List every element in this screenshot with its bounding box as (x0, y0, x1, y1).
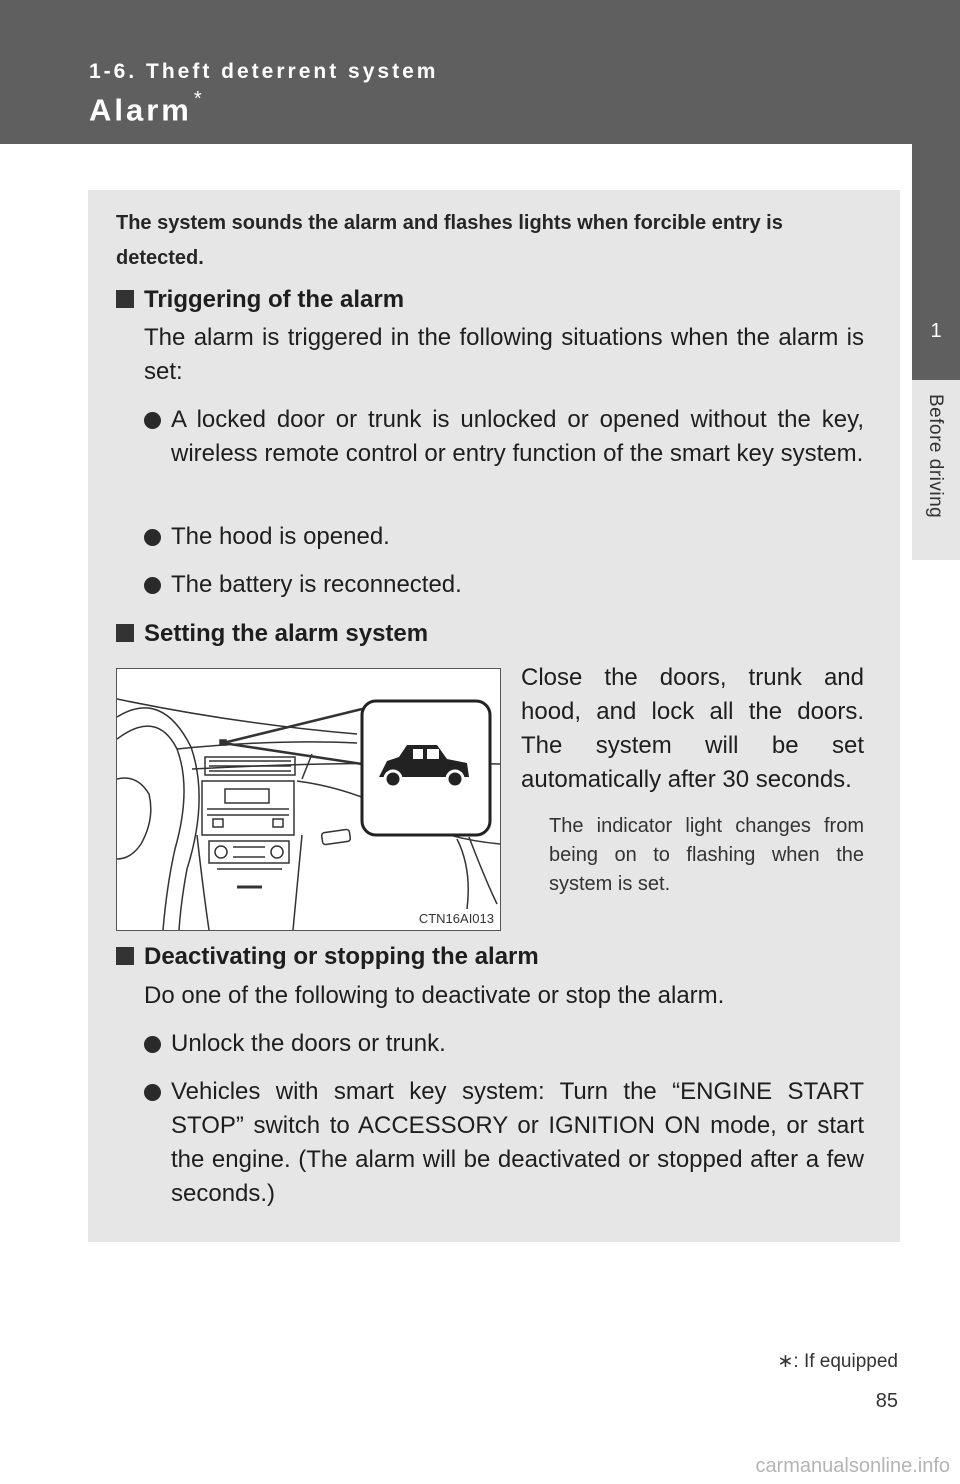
bullet-dot-icon (144, 577, 161, 594)
chapter-tab (912, 144, 960, 380)
chapter-number: 1 (930, 320, 942, 342)
triggering-heading (116, 285, 404, 315)
setting-heading-text: Setting the alarm system (144, 620, 429, 647)
deactivating-bullet (171, 1075, 864, 1211)
page-title-text: Alarm (89, 92, 192, 128)
square-bullet-icon (116, 290, 134, 308)
bullet-text: A locked door or trunk is unlocked or opened without the key, wireless remote control or entry function of the smart key system. (171, 406, 864, 467)
bullet-dot-icon (144, 1036, 161, 1053)
bullet-text: Vehicles with smart key system: Turn the “ENGINE START STOP” switch to ACCESSORY or IGNITION ON mode, or start the engine. (The alarm will be deactivated or stopped after a few seconds.) (171, 1078, 864, 1207)
chapter-label-tab (912, 380, 960, 560)
content-box (88, 190, 900, 1242)
bullet-text: The hood is opened. (171, 523, 390, 550)
bullet-dot-icon (144, 529, 161, 546)
figure-code: CTN16AI013 (418, 911, 494, 926)
watermark: carmanualsonline.info (755, 1455, 950, 1477)
deactivating-bullet (171, 1027, 864, 1061)
dashboard-drawing (117, 669, 500, 930)
if-equipped-mark: * (193, 88, 205, 110)
page-number: 85 (875, 1390, 898, 1412)
dashboard-illustration (116, 668, 501, 931)
square-bullet-icon (116, 947, 134, 965)
intro-text: The system sounds the alarm and flashes lights when forcible entry is detected. (116, 212, 783, 269)
page-header (0, 0, 960, 144)
bullet-text: The battery is reconnected. (171, 571, 462, 598)
deactivating-text: Do one of the following to deactivate or stop the alarm. (144, 982, 725, 1009)
triggering-bullet (171, 568, 864, 602)
bullet-text: Unlock the doors or trunk. (171, 1030, 446, 1057)
setting-text: Close the doors, trunk and hood, and lock all the doors. The system will be set automatically after 30 seconds. (521, 664, 864, 793)
triggering-text: The alarm is triggered in the following situations when the alarm is set: (144, 324, 864, 385)
triggering-heading-text: Triggering of the alarm (144, 286, 405, 313)
setting-note: The indicator light changes from being on to flashing when the system is set. (549, 815, 864, 895)
triggering-bullet (171, 403, 864, 471)
deactivating-heading-text: Deactivating or stopping the alarm (144, 943, 539, 970)
bullet-dot-icon (144, 1084, 161, 1101)
triggering-bullet (171, 520, 864, 554)
square-bullet-icon (116, 624, 134, 642)
page-title (89, 88, 205, 128)
chapter-label: Before driving (925, 394, 946, 519)
bullet-dot-icon (144, 412, 161, 429)
footnote: ∗: If equipped (777, 1351, 898, 1372)
setting-heading (116, 619, 428, 649)
section-title: 1-6. Theft deterrent system (89, 60, 439, 83)
deactivating-heading (116, 942, 539, 972)
